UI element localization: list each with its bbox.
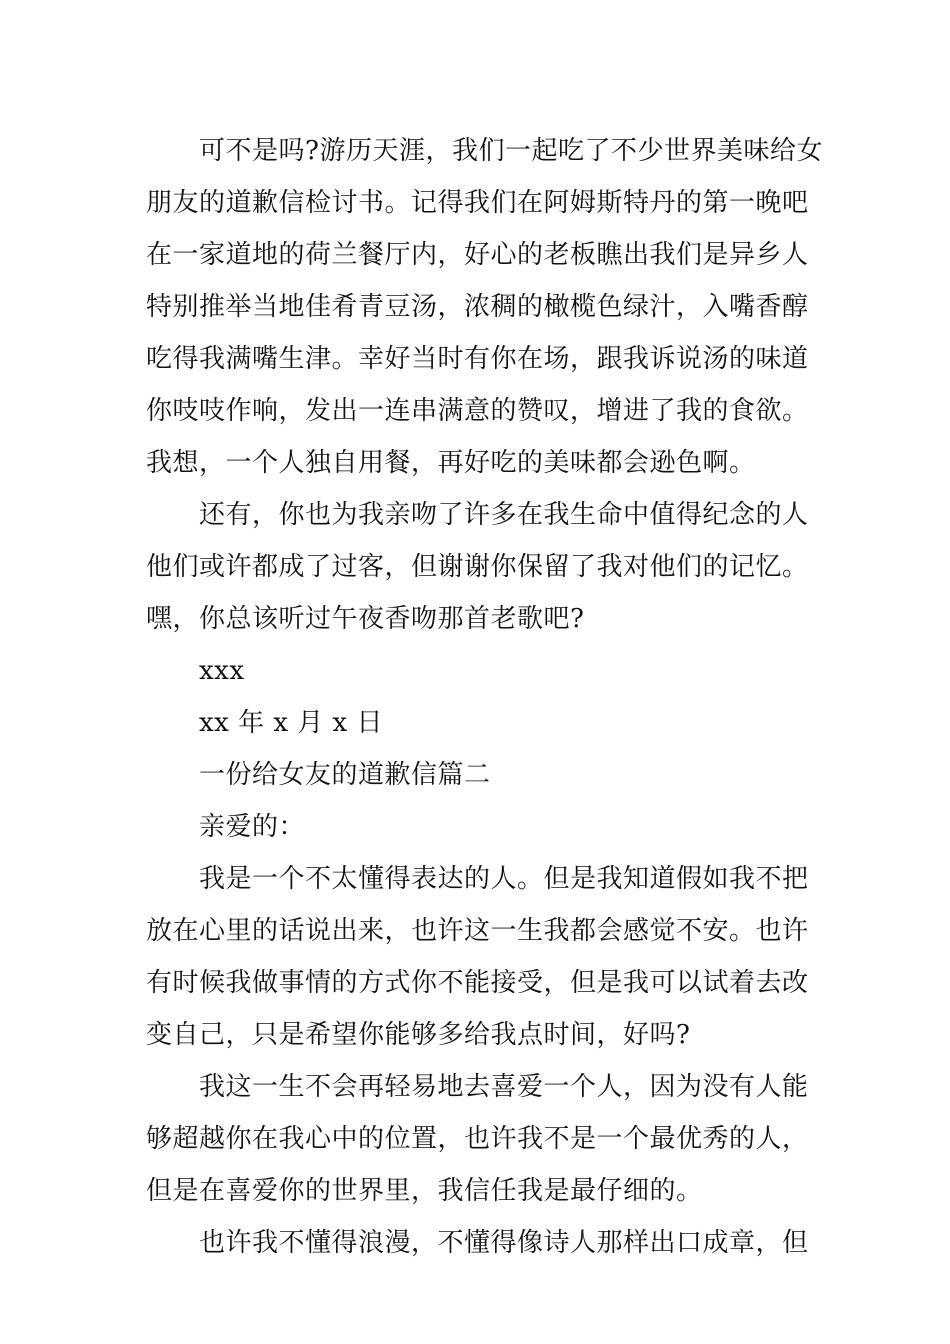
text-line: 我是一个不太懂得表达的人。但是我知道假如我不把 — [199, 864, 809, 894]
text-line: 我想，一个人独自用餐，再好吃的美味都会逊色啊。 — [146, 448, 756, 478]
text-line: 特别推举当地佳肴青豆汤，浓稠的橄榄色绿汁，入嘴香醇 — [146, 292, 809, 322]
text-line: 放在心里的话说出来，也许这一生我都会感觉不安。也许 — [146, 916, 809, 946]
text-line: 朋友的道歉信检讨书。记得我们在阿姆斯特丹的第一晚吧 — [146, 188, 809, 218]
text-line: 还有，你也为我亲吻了许多在我生命中值得纪念的人 — [199, 500, 809, 530]
text-line: 在一家道地的荷兰餐厅内，好心的老板瞧出我们是异乡人 — [146, 240, 809, 270]
text-line: 有时候我做事情的方式你不能接受，但是我可以试着去改 — [146, 968, 809, 998]
text-line: 你吱吱作响，发出一连串满意的赞叹，增进了我的食欲。 — [146, 396, 809, 426]
text-line: 我这一生不会再轻易地去喜爱一个人，因为没有人能 — [199, 1072, 809, 1102]
text-line: 够超越你在我心中的位置，也许我不是一个最优秀的人， — [146, 1124, 809, 1154]
text-line: 吃得我满嘴生津。幸好当时有你在场，跟我诉说汤的味道 — [146, 344, 809, 374]
signature-name: xxx — [199, 656, 245, 686]
text-line: 变自己，只是希望你能够多给我点时间，好吗? — [146, 1020, 691, 1050]
text-line: 他们或许都成了过客，但谢谢你保留了我对他们的记忆。 — [146, 552, 809, 582]
text-line: 可不是吗?游历天涯，我们一起吃了不少世界美味给女 — [199, 136, 823, 166]
letter-body — [146, 125, 823, 1269]
section-title: 一份给女友的道歉信篇二 — [199, 760, 491, 790]
text-line: 但是在喜爱你的世界里，我信任我是最仔细的。 — [146, 1176, 703, 1206]
text-line: 也许我不懂得浪漫，不懂得像诗人那样出口成章，但 — [199, 1228, 809, 1258]
text-line: 嘿，你总该听过午夜香吻那首老歌吧? — [146, 604, 585, 634]
signature-date: xx 年 x 月 x 日 — [199, 708, 383, 738]
salutation: 亲爱的： — [199, 812, 306, 842]
